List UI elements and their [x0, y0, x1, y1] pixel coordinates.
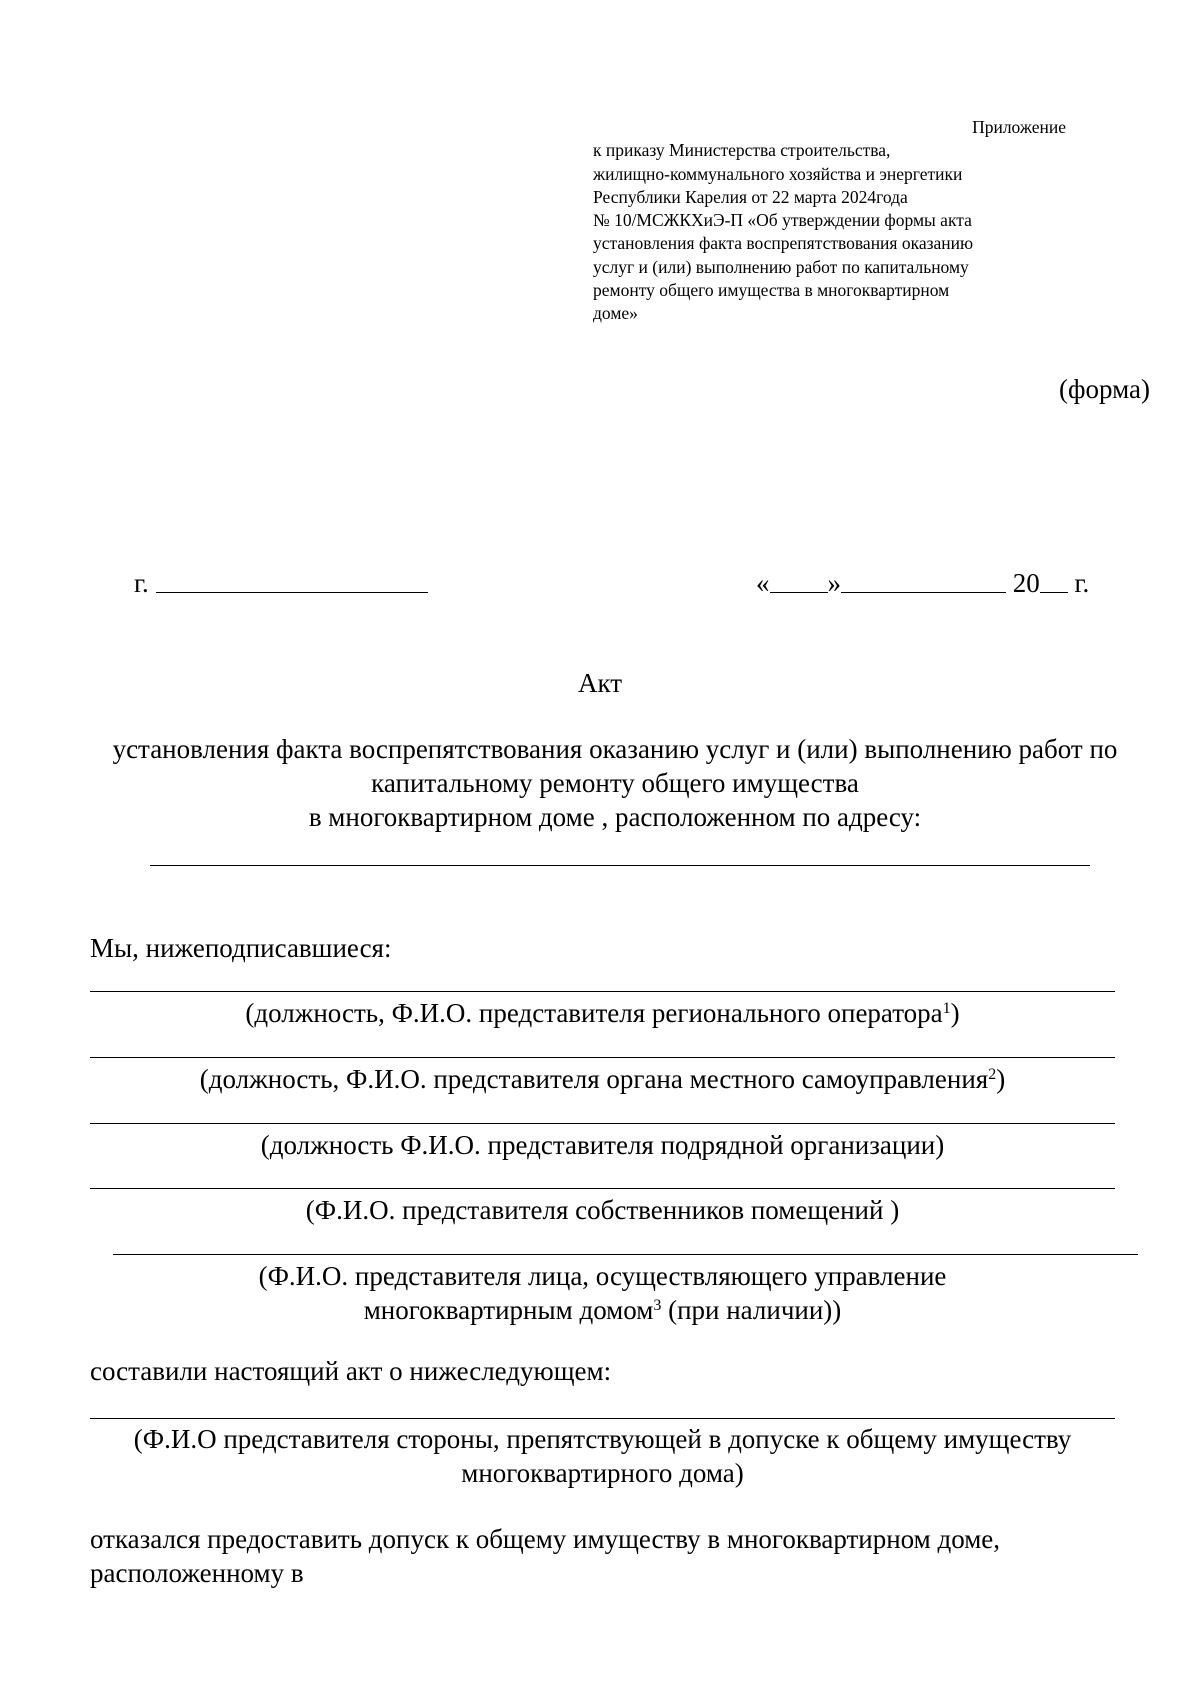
- undersigned-label: Мы, нижеподписавшиеся:: [90, 933, 392, 963]
- approval-header: [593, 116, 1066, 326]
- caption-text: (должность, Ф.И.О. представителя регионального оператора: [245, 998, 943, 1028]
- local-government-blank[interactable]: [90, 1057, 1115, 1058]
- obstructing-party-caption: [90, 1422, 1115, 1490]
- approval-line: установления факта воспрепятствования оказанию: [593, 233, 974, 254]
- place-prefix: г.: [134, 568, 149, 598]
- caption-close: ): [950, 998, 960, 1028]
- place-field: [134, 566, 428, 599]
- year-suffix: г.: [1074, 568, 1090, 598]
- year-prefix: 20: [1012, 568, 1040, 598]
- address-blank[interactable]: [150, 865, 1090, 866]
- subtitle-line: в многоквартирном доме , расположенном по адресу:: [308, 802, 922, 832]
- footnote-ref: 2: [988, 1066, 997, 1083]
- footnote-ref: 1: [942, 1000, 951, 1017]
- approval-line: к приказу Министерства строительства,: [593, 140, 891, 161]
- day-blank[interactable]: [770, 566, 828, 593]
- caption-text: (должность, Ф.И.О. представителя органа местного самоуправления: [199, 1064, 989, 1094]
- caption-line: (Ф.И.О. представителя лица, осуществляющего управление: [258, 1261, 947, 1291]
- caption-line: (Ф.И.О представителя стороны, препятствующей в допуске к общему имуществу: [133, 1424, 1072, 1454]
- regional-operator-blank[interactable]: [90, 991, 1115, 992]
- obstructing-party-blank[interactable]: [90, 1418, 1115, 1419]
- document-subtitle: [80, 732, 1150, 834]
- approval-line: услуг и (или) выполнению работ по капитальному: [593, 256, 969, 277]
- refusal-text: [90, 1522, 1000, 1590]
- caption-text: (при наличии)): [661, 1295, 842, 1325]
- caption-close: ): [996, 1064, 1006, 1094]
- approval-line: Приложение: [972, 117, 1066, 137]
- year-blank[interactable]: [1040, 566, 1068, 593]
- date-open-quote: «: [756, 568, 770, 598]
- subtitle-line: капитальному ремонту общего имущества: [371, 768, 859, 798]
- subtitle-line: установления факта воспрепятствования оказанию услуг и (или) выполнению работ по: [112, 734, 1118, 764]
- local-government-caption: [90, 1062, 1115, 1096]
- contractor-caption: (должность Ф.И.О. представителя подрядной организации): [260, 1130, 945, 1160]
- approval-line: Республики Карелия от 22 марта 2024года: [593, 186, 908, 207]
- place-blank[interactable]: [156, 566, 428, 593]
- composed-label: составили настоящий акт о нижеследующем:: [90, 1356, 612, 1386]
- management-caption: [90, 1259, 1115, 1327]
- refusal-line: расположенному в: [90, 1558, 304, 1588]
- refusal-line: отказался предоставить допуск к общему имуществу в многоквартирном доме,: [90, 1524, 1001, 1554]
- management-blank[interactable]: [113, 1254, 1138, 1255]
- owners-blank[interactable]: [90, 1188, 1115, 1189]
- month-blank[interactable]: [841, 566, 1006, 593]
- approval-line: ремонту общего имущества в многоквартирном: [593, 280, 950, 301]
- contractor-blank[interactable]: [90, 1123, 1115, 1124]
- approval-line: жилищно-коммунального хозяйства и энергетики: [593, 163, 963, 184]
- caption-text: многоквартирным домом: [363, 1295, 654, 1325]
- regional-operator-caption: [90, 996, 1115, 1030]
- approval-line: № 10/МСЖКХиЭ-П «Об утверждении формы акта: [593, 210, 972, 231]
- owners-caption: (Ф.И.О. представителя собственников помещений ): [305, 1195, 900, 1225]
- date-field: [756, 566, 1089, 599]
- form-label: (форма): [1059, 374, 1150, 404]
- footnote-ref: 3: [653, 1297, 662, 1314]
- caption-line: многоквартирного дома): [461, 1458, 744, 1488]
- caption-line: [90, 1293, 1115, 1327]
- document-title: Акт: [577, 668, 623, 698]
- approval-line: доме»: [593, 303, 638, 324]
- date-close-quote: »: [827, 568, 841, 598]
